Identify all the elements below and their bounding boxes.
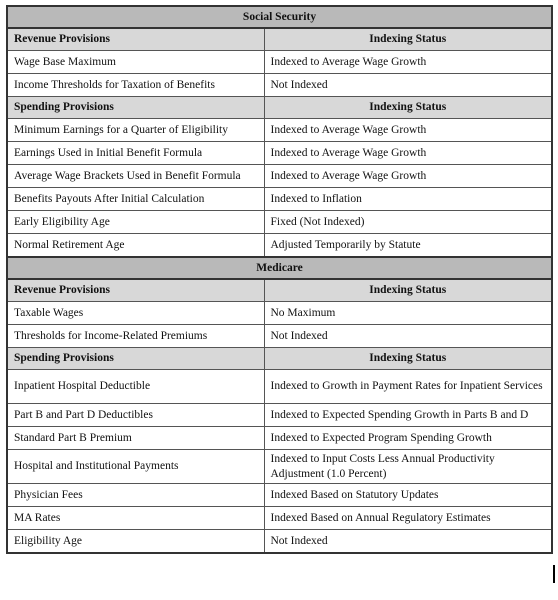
status-cell: Fixed (Not Indexed) — [264, 211, 552, 234]
provision-cell: Income Thresholds for Taxation of Benefits — [7, 74, 264, 97]
section-social-security — [7, 6, 552, 28]
provision-cell: Wage Base Maximum — [7, 51, 264, 74]
table-row — [7, 142, 552, 165]
page-edge-mark — [553, 565, 555, 583]
status-cell: Indexed to Growth in Payment Rates for Inpatient Services — [264, 370, 552, 404]
status-header: Indexing Status — [264, 279, 552, 302]
table-row — [7, 188, 552, 211]
provision-header: Revenue Provisions — [7, 28, 264, 51]
header-row — [7, 279, 552, 302]
status-cell: Indexed Based on Annual Regulatory Estimates — [264, 507, 552, 530]
provision-cell: Eligibility Age — [7, 530, 264, 554]
table-row — [7, 427, 552, 450]
provision-header: Spending Provisions — [7, 97, 264, 119]
table-row — [7, 51, 552, 74]
status-cell: Indexed to Input Costs Less Annual Productivity Adjustment (1.0 Percent) — [264, 450, 552, 484]
table-row — [7, 404, 552, 427]
status-cell: Indexed to Average Wage Growth — [264, 119, 552, 142]
header-row — [7, 28, 552, 51]
status-cell: Indexed to Inflation — [264, 188, 552, 211]
provision-cell: Minimum Earnings for a Quarter of Eligibility — [7, 119, 264, 142]
section-medicare — [7, 257, 552, 279]
provision-cell: Inpatient Hospital Deductible — [7, 370, 264, 404]
provision-cell: Average Wage Brackets Used in Benefit Formula — [7, 165, 264, 188]
header-row — [7, 348, 552, 370]
table-row — [7, 234, 552, 258]
status-cell: Indexed Based on Statutory Updates — [264, 484, 552, 507]
table-row — [7, 370, 552, 404]
status-cell: Indexed to Average Wage Growth — [264, 51, 552, 74]
indexing-status-table — [6, 5, 553, 554]
table-row — [7, 507, 552, 530]
provision-cell: MA Rates — [7, 507, 264, 530]
table-row — [7, 211, 552, 234]
status-header: Indexing Status — [264, 348, 552, 370]
status-header: Indexing Status — [264, 28, 552, 51]
provision-cell: Early Eligibility Age — [7, 211, 264, 234]
status-cell: Indexed to Expected Program Spending Growth — [264, 427, 552, 450]
table-row — [7, 74, 552, 97]
indexing-table-container — [6, 5, 551, 554]
status-cell: Not Indexed — [264, 530, 552, 554]
provision-cell: Part B and Part D Deductibles — [7, 404, 264, 427]
header-row — [7, 97, 552, 119]
status-cell: Not Indexed — [264, 325, 552, 348]
table-row — [7, 484, 552, 507]
status-cell: Indexed to Average Wage Growth — [264, 142, 552, 165]
table-row — [7, 325, 552, 348]
provision-cell: Standard Part B Premium — [7, 427, 264, 450]
status-cell: Not Indexed — [264, 74, 552, 97]
status-cell: Indexed to Average Wage Growth — [264, 165, 552, 188]
status-header: Indexing Status — [264, 97, 552, 119]
provision-cell: Physician Fees — [7, 484, 264, 507]
section-title: Medicare — [7, 257, 552, 279]
section-title: Social Security — [7, 6, 552, 28]
provision-cell: Hospital and Institutional Payments — [7, 450, 264, 484]
provision-cell: Benefits Payouts After Initial Calculation — [7, 188, 264, 211]
provision-header: Revenue Provisions — [7, 279, 264, 302]
provision-cell: Earnings Used in Initial Benefit Formula — [7, 142, 264, 165]
table-row — [7, 530, 552, 554]
table-row — [7, 119, 552, 142]
table-row — [7, 450, 552, 484]
provision-cell: Normal Retirement Age — [7, 234, 264, 258]
provision-cell: Thresholds for Income-Related Premiums — [7, 325, 264, 348]
status-cell: No Maximum — [264, 302, 552, 325]
provision-header: Spending Provisions — [7, 348, 264, 370]
status-cell: Indexed to Expected Spending Growth in Parts B and D — [264, 404, 552, 427]
provision-cell: Taxable Wages — [7, 302, 264, 325]
table-row — [7, 165, 552, 188]
table-row — [7, 302, 552, 325]
status-cell: Adjusted Temporarily by Statute — [264, 234, 552, 258]
